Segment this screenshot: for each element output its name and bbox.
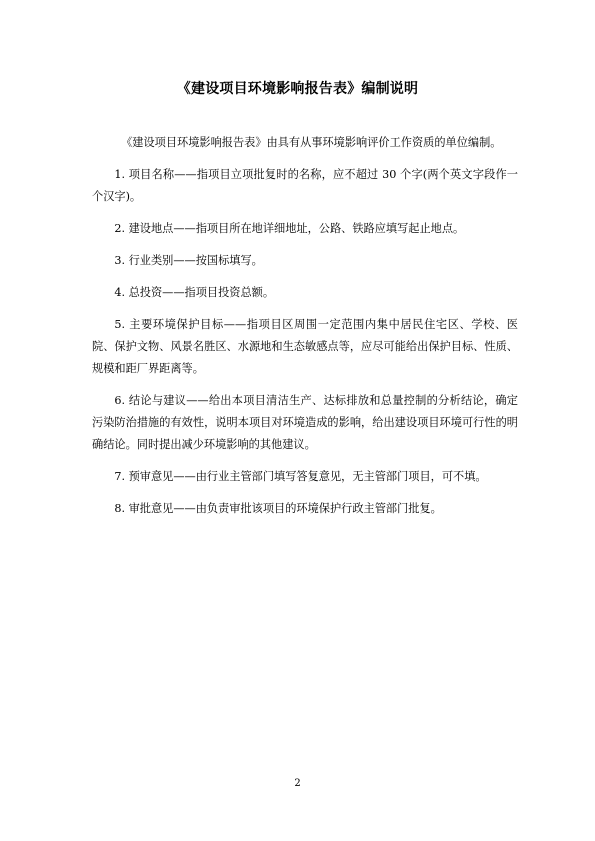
- intro-paragraph: 《建设项目环境影响报告表》由具有从事环境影响评价工作资质的单位编制。: [121, 136, 502, 149]
- item-approval-opinion: 8. 审批意见——由负责审批该项目的环境保护行政主管部门批复。: [114, 502, 442, 515]
- item-conclusions: 6. 结论与建议——给出本项目清洁生产、达标排放和总量控制的分析结论，确定污染防治措施的有效性，说明本项目对环境造成的影响，给出建设项目环境可行性的明确结论。同时提出减少环境影响的其他建议。: [92, 394, 518, 451]
- item-preliminary-review: 7. 预审意见——由行业主管部门填写答复意见，无主管部门项目，可不填。: [114, 470, 487, 483]
- page-title: 《建设项目环境影响报告表》编制说明: [176, 81, 419, 97]
- item-protection-targets: 5. 主要环境保护目标——指项目区周围一定范围内集中居民住宅区、学校、医院、保护文物、风景名胜区、水源地和生态敏感点等，应尽可能给出保护目标、性质、规模和距厂界距离等。: [92, 318, 518, 375]
- item-industry-category: 3. 行业类别——按国标填写。: [114, 254, 263, 267]
- page-number: 2: [294, 778, 301, 789]
- item-construction-site: 2. 建设地点——指项目所在地详细地址，公路、铁路应填写起止地点。: [114, 222, 465, 235]
- document-body: [92, 132, 518, 530]
- item-project-name: 1. 项目名称——指项目立项批复时的名称，应不超过 30 个字(两个英文字段作一个汉字)。: [92, 168, 518, 203]
- item-total-investment: 4. 总投资——指项目投资总额。: [114, 286, 275, 299]
